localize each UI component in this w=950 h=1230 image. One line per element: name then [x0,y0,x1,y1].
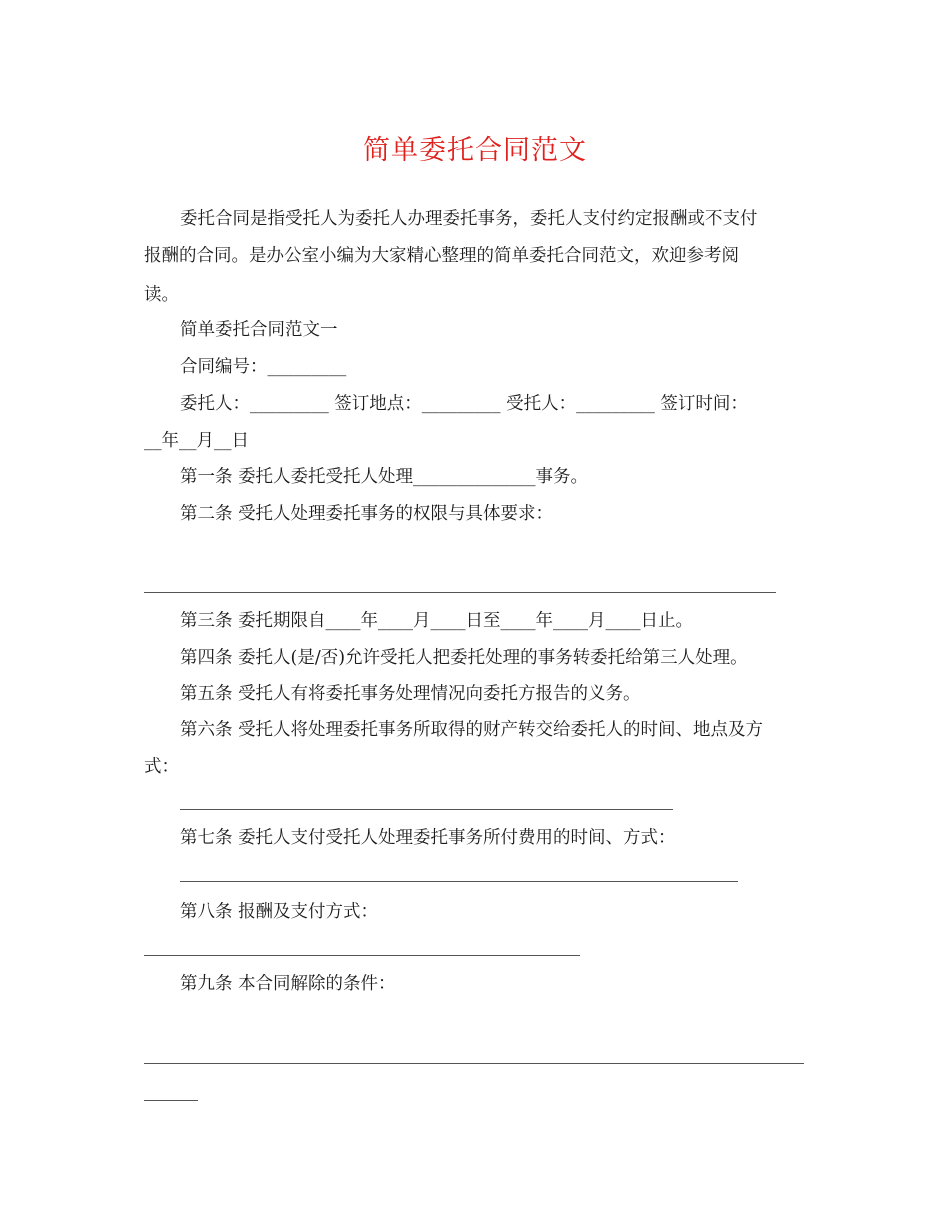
fill-in-rule-article-9-continued [144,1100,198,1101]
intro-line-3: 读。 [144,285,179,305]
date-line: __年__月__日 [144,431,249,451]
fill-in-rule-article-6 [180,809,673,810]
article-6-line-1: 第六条 受托人将处理委托事务所取得的财产转交给委托人的时间、地点及方 [180,720,764,740]
article-8: 第八条 报酬及支付方式： [180,902,379,922]
fill-in-rule-article-2 [144,592,776,593]
section-title: 简单委托合同范文一 [180,320,338,340]
article-9: 第九条 本合同解除的条件： [180,974,396,994]
article-3: 第三条 委托期限自____年____月____日至____年____月____日止。 [180,611,694,631]
fill-in-rule-article-9 [144,1063,804,1064]
fill-in-rule-article-7 [180,881,738,882]
fill-in-rule-article-8 [144,955,580,956]
contract-number: 合同编号：_________ [180,357,347,377]
article-4: 第四条 委托人(是/否)允许受托人把委托处理的事务转委托给第三人处理。 [180,648,748,668]
article-6-line-2: 式： [144,757,179,777]
article-7: 第七条 委托人支付受托人处理委托事务所付费用的时间、方式： [180,828,676,848]
document-title: 简单委托合同范文 [363,135,587,166]
parties-line: 委托人：_________ 签订地点：_________ 受托人：_________ 签订时间： [180,394,748,414]
article-2: 第二条 受托人处理委托事务的权限与具体要求： [180,504,554,524]
intro-line-1: 委托合同是指受托人为委托人办理委托事务，委托人支付约定报酬或不支付 [180,209,758,229]
article-5: 第五条 受托人有将委托事务处理情况向委托方报告的义务。 [180,684,641,704]
article-1: 第一条 委托人委托受托人处理______________事务。 [180,467,589,487]
intro-line-2: 报酬的合同。是办公室小编为大家精心整理的简单委托合同范文，欢迎参考阅 [144,246,739,266]
